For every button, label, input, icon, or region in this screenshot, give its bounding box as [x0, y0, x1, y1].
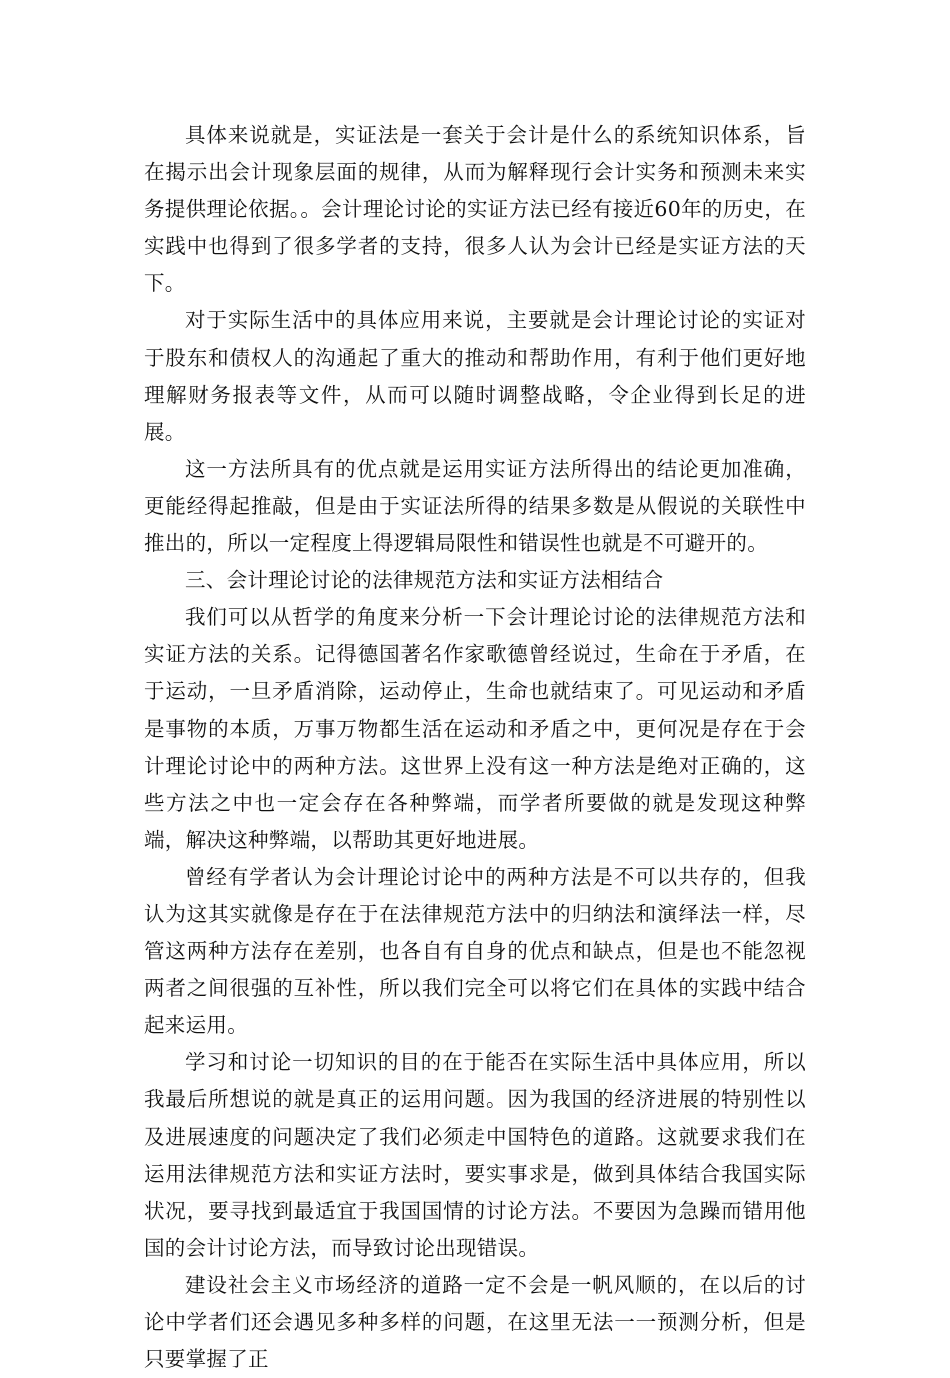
- section-heading-3: 三、会计理论讨论的法律规范方法和实证方法相结合: [185, 568, 664, 593]
- paragraph-coexistence: 曾经有学者认为会计理论讨论中的两种方法是不可以共存的，但我认为这其实就像是存在于在法律规范方法中的归纳法和演绎法一样，尽管这两种方法存在差别，也各自有自身的优点和缺点，但是也不能忽视两者之间很强的互补性，所以我们完全可以将它们在具体的实践中结合起来运用。: [144, 864, 806, 1038]
- document-body: [144, 117, 806, 1378]
- paragraph-conclusion: 建设社会主义市场经济的道路一定不会是一帆风顺的，在以后的讨论中学者们还会遇见多种多样的问题，在这里无法一一预测分析，但是只要掌握了正: [144, 1272, 806, 1372]
- paragraph-philosophy: 我们可以从哲学的角度来分析一下会计理论讨论的法律规范方法和实证方法的关系。记得德国著名作家歌德曾经说过，生命在于矛盾，在于运动，一旦矛盾消除，运动停止，生命也就结束了。可见运动和矛盾是事物的本质，万事万物都生活在运动和矛盾之中，更何况是存在于会计理论讨论中的两种方法。这世界上没有这一种方法是绝对正确的，这些方法之中也一定会存在各种弊端，而学者所要做的就是发现这种弊端，解决这种弊端，以帮助其更好地进展。: [144, 605, 806, 852]
- paragraph-advantages: 这一方法所具有的优点就是运用实证方法所得出的结论更加准确，更能经得起推敲，但是由于实证法所得的结果多数是从假说的关联性中推出的，所以一定程度上得逻辑局限性和错误性也就是不可避开的。: [144, 456, 806, 556]
- paragraph-practical-application: 对于实际生活中的具体应用来说，主要就是会计理论讨论的实证对于股东和债权人的沟通起了重大的推动和帮助作用，有利于他们更好地理解财务报表等文件，从而可以随时调整战略，令企业得到长足的进展。: [144, 308, 806, 444]
- paragraph-application: 学习和讨论一切知识的目的在于能否在实际生活中具体应用，所以我最后所想说的就是真正的运用问题。因为我国的经济进展的特别性以及进展速度的问题决定了我们必须走中国特色的道路。这就要求我们在运用法律规范方法和实证方法时，要实事求是，做到具体结合我国实际状况，要寻找到最适宜于我国国情的讨论方法。不要因为急躁而错用他国的会计讨论方法，而导致讨论出现错误。: [144, 1050, 806, 1260]
- paragraph-positivism-definition: 具体来说就是，实证法是一套关于会计是什么的系统知识体系，旨在揭示出会计现象层面的规律，从而为解释现行会计实务和预测未来实务提供理论依据。。会计理论讨论的实证方法已经有接近60年的历史，在实践中也得到了很多学者的支持，很多人认为会计已经是实证方法的天下。: [144, 123, 806, 296]
